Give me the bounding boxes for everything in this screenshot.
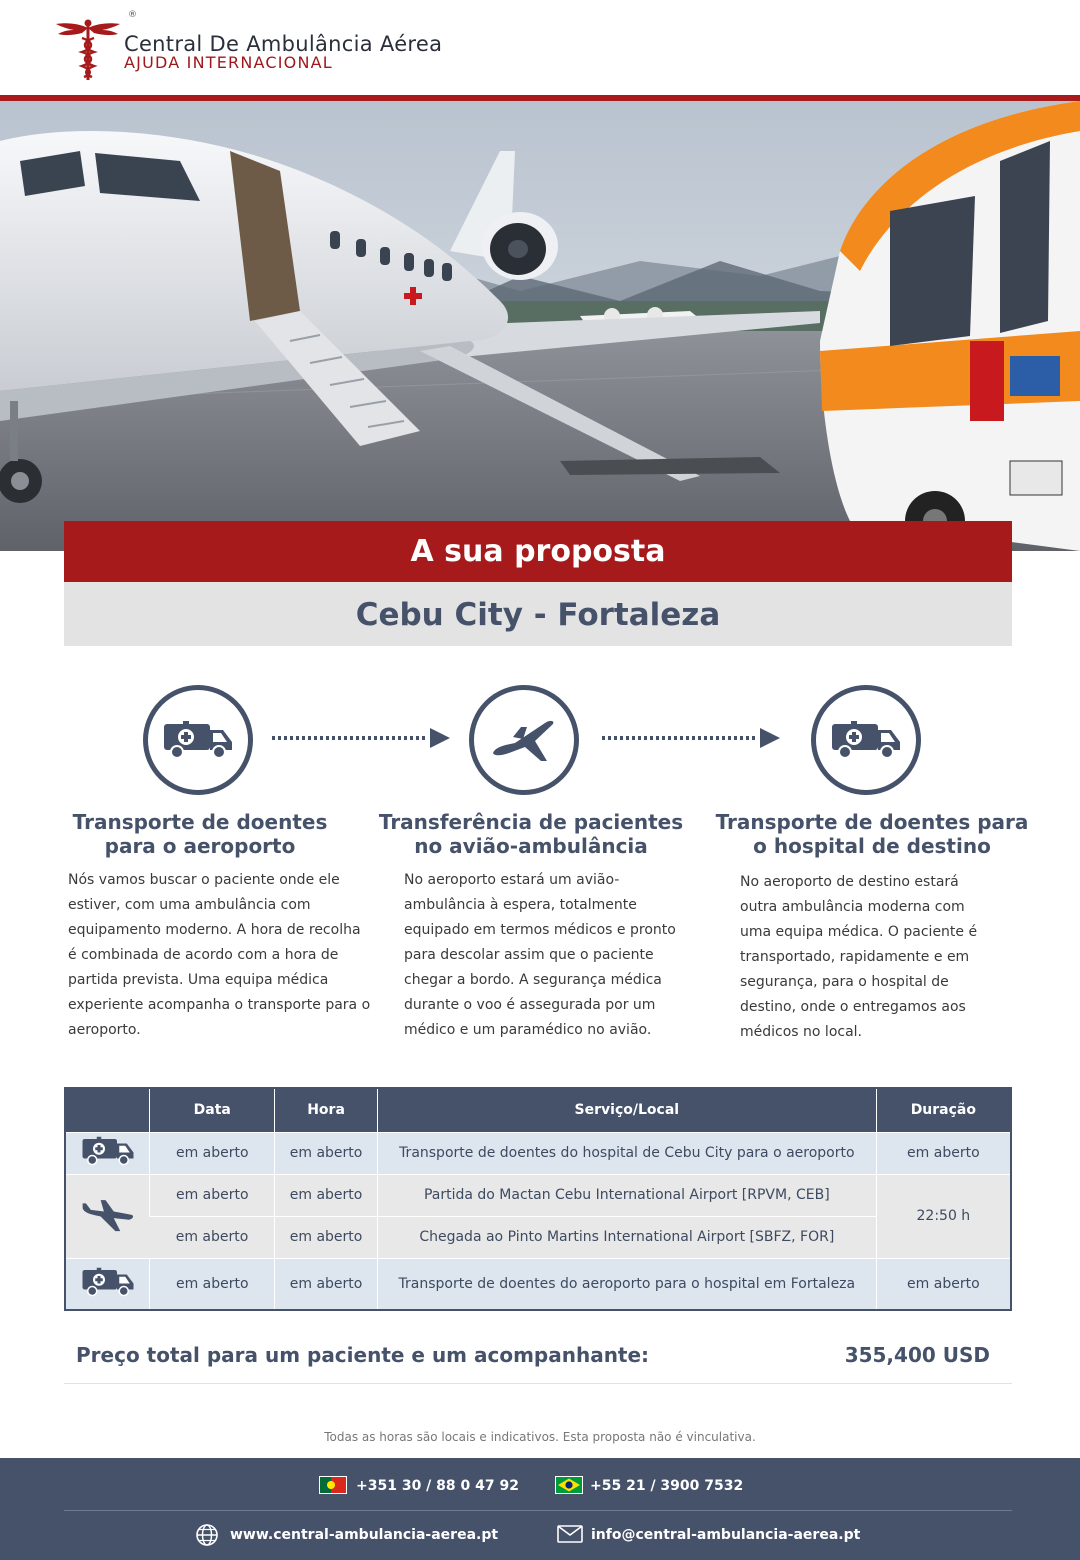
arrow-step-2-to-3-icon <box>600 726 782 750</box>
route-title: Cebu City - Fortaleza <box>64 582 1012 646</box>
ambulance-icon <box>80 1267 136 1297</box>
brand-name: Central De Ambulância Aérea <box>124 32 443 56</box>
schedule-table <box>64 1087 1012 1311</box>
phone-brazil[interactable]: +55 21 / 3900 7532 <box>590 1478 744 1494</box>
airplane-and-ambulance-photo-icon <box>0 101 1080 551</box>
table-header-time: Hora <box>275 1088 378 1132</box>
row-duration: 22:50 h <box>876 1174 1011 1258</box>
step-2-title: Transferência de pacientes no avião-ambulância <box>378 810 684 858</box>
table-header-row <box>65 1088 1011 1132</box>
website-link[interactable]: www.central-ambulancia-aerea.pt <box>230 1527 499 1543</box>
row-duration: em aberto <box>876 1258 1011 1310</box>
mail-icon <box>557 1525 583 1543</box>
footer-divider <box>64 1510 1012 1511</box>
portugal-flag-icon <box>319 1476 347 1494</box>
row-service: Transporte de doentes do hospital de Cebu City para o aeroporto <box>377 1132 876 1174</box>
row-date: em aberto <box>150 1216 275 1258</box>
price-divider <box>64 1383 1012 1384</box>
hero-photo <box>0 101 1080 551</box>
row-date: em aberto <box>150 1174 275 1216</box>
row-time: em aberto <box>275 1174 378 1216</box>
step-2-circle <box>469 685 579 795</box>
registered-mark: ® <box>128 10 137 20</box>
globe-icon <box>195 1523 219 1547</box>
footer <box>0 1458 1080 1560</box>
table-header-icon <box>65 1088 150 1132</box>
row-service: Transporte de doentes do aeroporto para o hospital em Fortaleza <box>377 1258 876 1310</box>
row-time: em aberto <box>275 1258 378 1310</box>
ambulance-icon <box>829 720 903 760</box>
proposal-title: A sua proposta <box>64 521 1012 582</box>
brand-tagline: AJUDA INTERNACIONAL <box>124 53 333 72</box>
ambulance-icon <box>80 1136 136 1166</box>
row-duration: em aberto <box>876 1132 1011 1174</box>
arrow-step-1-to-2-icon <box>270 726 452 750</box>
price-label: Preço total para um paciente e um acompanhante: <box>76 1343 650 1367</box>
row-time: em aberto <box>275 1132 378 1174</box>
row-icon-cell <box>65 1258 150 1310</box>
header <box>0 0 1080 95</box>
price-value: 355,400 USD <box>844 1343 990 1367</box>
step-1-circle <box>143 685 253 795</box>
ambulance-icon <box>161 720 235 760</box>
row-date: em aberto <box>150 1258 275 1310</box>
airplane-icon <box>81 1195 135 1233</box>
disclaimer-note: Todas as horas são locais e indicativos. Esta proposta não é vinculativa. <box>324 1430 756 1444</box>
email-link[interactable]: info@central-ambulancia-aerea.pt <box>591 1527 861 1543</box>
step-3-text: No aeroporto de destino estará outra ambulância moderna com uma equipa médica. O paciente é transportado, rapidamente e em segurança, para o hospital de destino, onde o entregamos aos médicos no local. <box>740 874 978 1040</box>
step-2-text: No aeroporto estará um avião-ambulância à espera, totalmente equipado em termos médicos e pronto para descolar assim que o paciente chegar a bordo. A segurança médica durante o voo é assegurada por um médico e um paramédico no avião. <box>404 872 676 1038</box>
step-1-title: Transporte de doentes para o aeroporto <box>72 810 328 858</box>
table-header-duration: Duração <box>876 1088 1011 1132</box>
table-header-date: Data <box>150 1088 275 1132</box>
brazil-flag-icon <box>555 1476 583 1494</box>
step-3-title: Transporte de doentes para o hospital de destino <box>715 810 1029 858</box>
step-1-text: Nós vamos buscar o paciente onde ele estiver, com uma ambulância com equipamento moderno. A hora de recolha é combinada de acordo com a hora de partida prevista. Uma equipa médica experiente acompanha o transporte para o aeroporto. <box>68 872 371 1038</box>
table-row <box>65 1258 1011 1310</box>
table-row <box>65 1216 1011 1258</box>
row-icon-cell <box>65 1132 150 1174</box>
row-date: em aberto <box>150 1132 275 1174</box>
table-row <box>65 1132 1011 1174</box>
row-icon-cell <box>65 1174 150 1258</box>
table-row <box>65 1174 1011 1216</box>
row-service: Partida do Mactan Cebu International Airport [RPVM, CEB] <box>377 1174 876 1216</box>
table-header-service: Serviço/Local <box>377 1088 876 1132</box>
caduceus-wings-logo-icon <box>54 14 122 82</box>
row-time: em aberto <box>275 1216 378 1258</box>
step-3-circle <box>811 685 921 795</box>
airplane-icon <box>491 717 557 763</box>
row-service: Chegada ao Pinto Martins International Airport [SBFZ, FOR] <box>377 1216 876 1258</box>
phone-portugal[interactable]: +351 30 / 88 0 47 92 <box>356 1478 519 1494</box>
